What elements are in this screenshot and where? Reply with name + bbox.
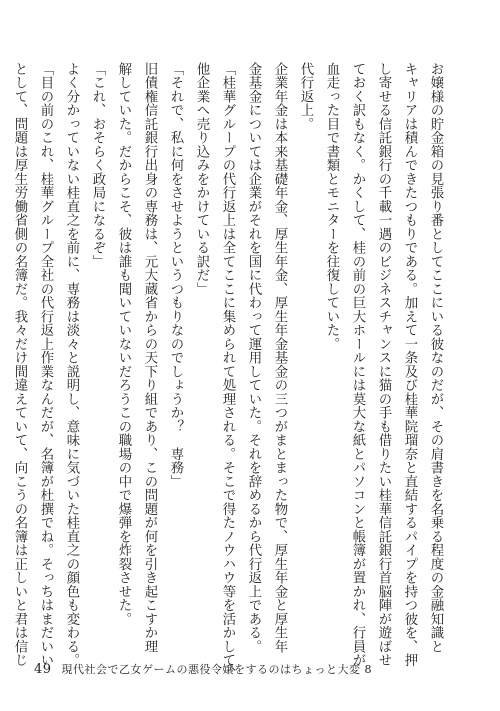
text-line: お嬢様の貯金箱の見張り番としてここにいる彼なのだが、その肩書きを名乗る程度の金融知識と: [428, 62, 443, 654]
text-line: 「これ、おそらく政局になるぞ」: [90, 62, 105, 269]
text-line: 金基金については企業がそれを国に代わって運用していた。それを辞めるから代行返上である。: [246, 62, 261, 654]
text-line: 「それで、私に何をさせようというつもりなのでしょうか？ 専務」: [168, 62, 183, 489]
text-line: 代行返上。: [298, 62, 313, 131]
text-line: 他企業へ売り込みをかけている訳だ」: [194, 62, 209, 296]
text-line: 血走った目で書類とモニターを往復していた。: [324, 62, 339, 351]
text-line: として、問題は厚生労働省側の名簿だ。我々だけ間違えていて、向こうの名簿は正しいと君は信じ: [12, 62, 27, 667]
text-line: キャリアは積んできたつもりである。加えて一条及び桂華院瑠奈と直結するパイプを持つ彼を、押: [402, 62, 417, 667]
page-footer: [34, 661, 372, 677]
running-title: 現代社会で乙女ゲームの悪役令嬢をするのはちょっと大変 8: [61, 663, 373, 676]
text-line: 旧債権信託銀行出身の専務は、元大蔵省からの天下り組であり、この問題が何を引き起こすか理: [142, 62, 157, 654]
text-line: 「桂華グループの代行返上は全てここに集められて処理される。そこで得たノウハウ等を活かして、: [220, 62, 235, 681]
text-line: 企業年金は本来基礎年金、厚生年金、厚生年金基金の三つがまとまった物で、厚生年金と厚生年: [272, 62, 287, 654]
page-number: 49: [34, 662, 52, 677]
text-line: ておく訳もなく。かくして、桂の前の巨大ホールには莫大な紙とパソコンと帳簿が置かれ、行員が: [350, 62, 365, 667]
text-line: し寄せる信託銀行の千載一遇のビジネスチャンスに猫の手も借りたい桂華信託銀行首脳陣が遊ばせ: [376, 62, 391, 667]
text-line: 解していた。だからこそ、彼は誰も聞いていないだろうこの職場の中で爆弾を炸裂させた。: [116, 62, 131, 626]
text-line: 「目の前のこれ、桂華グループ全社の代行返上作業なんだが、名簿が杜撰でね。そっちはまだいい: [38, 62, 53, 667]
text-line: よく分かっていない桂直之を前に、専務は淡々と説明し、意味に気づいた桂直之の顔色も変わる。: [64, 62, 79, 667]
